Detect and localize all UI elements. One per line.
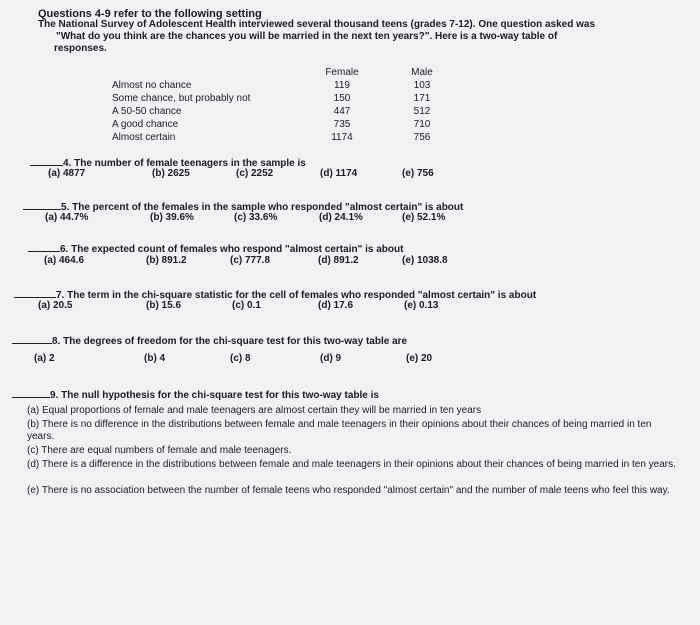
question-text: 8. The degrees of freedom for the chi-square test for this two-way table are xyxy=(52,336,408,347)
header-male: Male xyxy=(411,67,433,78)
option-c: (c) There are equal numbers of female and male teenagers. xyxy=(27,445,292,456)
intro-line-1: The National Survey of Adolescent Health interviewed several thousand teens (grades 7-12). One question asked was xyxy=(38,19,596,30)
option-a: (a) 44.7% xyxy=(45,212,89,223)
option-a: (a) Equal proportions of female and male teenagers are almost certain they will be married in ten years xyxy=(27,405,482,416)
option-d: (d) There is a difference in the distributions between female and male teenagers in their opinions about their chances of being married in ten years. xyxy=(27,459,676,470)
option-b: (b) 15.6 xyxy=(146,300,182,311)
option-a: (a) 464.6 xyxy=(44,255,85,266)
row-label: A good chance xyxy=(112,119,179,130)
option-e: (e) 20 xyxy=(406,353,433,364)
intro-paragraph xyxy=(38,19,638,55)
option-e: (e) 52.1% xyxy=(402,212,446,223)
table-row xyxy=(112,131,447,144)
row-label: Almost no chance xyxy=(112,80,192,91)
option-d: (d) 9 xyxy=(320,353,342,364)
table-row xyxy=(112,79,447,92)
option-d: (d) 24.1% xyxy=(319,212,363,223)
option-d: (d) 1174 xyxy=(320,168,358,179)
female-count: 1174 xyxy=(331,132,353,143)
table-row xyxy=(112,105,447,118)
female-count: 119 xyxy=(334,80,350,91)
option-b: (b) 39.6% xyxy=(150,212,194,223)
row-label: Some chance, but probably not xyxy=(112,93,251,104)
option-e: (e) 0.13 xyxy=(404,300,439,311)
question-6 xyxy=(28,242,403,255)
question-7 xyxy=(14,288,536,301)
option-b: (b) 2625 xyxy=(152,168,190,179)
option-a: (a) 20.5 xyxy=(38,300,73,311)
option-a: (a) 4877 xyxy=(48,168,86,179)
option-b: (b) 4 xyxy=(144,353,166,364)
two-way-table xyxy=(112,66,447,144)
female-count: 735 xyxy=(333,119,351,130)
option-d: (d) 891.2 xyxy=(318,255,359,266)
question-9-stem xyxy=(12,388,379,401)
answer-blank[interactable] xyxy=(30,156,63,166)
option-b: (b) 891.2 xyxy=(146,255,187,266)
option-d: (d) 17.6 xyxy=(318,300,354,311)
option-e: (e) There is no association between the number of female teens who responded "almost certain" and the number of male teens who feel this way. xyxy=(27,485,670,496)
answer-blank[interactable] xyxy=(23,200,61,210)
option-e: (e) 1038.8 xyxy=(402,255,448,266)
row-label: Almost certain xyxy=(112,132,176,143)
table-row xyxy=(112,92,447,105)
question-text: 7. The term in the chi-square statistic for the cell of females who responded "almost certain" is about xyxy=(56,290,537,301)
option-b: (b) There is no difference in the distributions between female and male teenagers in their opinions about their chances of being married in ten years. xyxy=(27,419,652,442)
question-text: 9. The null hypothesis for the chi-square test for this two-way table is xyxy=(50,390,379,401)
answer-blank[interactable] xyxy=(14,288,56,298)
male-count: 171 xyxy=(413,93,431,104)
female-count: 150 xyxy=(333,93,351,104)
option-c: (c) 0.1 xyxy=(232,300,261,311)
answer-blank[interactable] xyxy=(28,242,60,252)
option-a: (a) 2 xyxy=(34,353,55,364)
option-c: (c) 33.6% xyxy=(234,212,278,223)
row-label: A 50-50 chance xyxy=(112,106,182,117)
section-heading: Questions 4-9 refer to the following setting xyxy=(38,8,262,20)
male-count: 756 xyxy=(413,132,431,143)
header-female: Female xyxy=(325,67,359,78)
table-header-row xyxy=(112,66,447,79)
male-count: 710 xyxy=(413,119,431,130)
option-c: (c) 777.8 xyxy=(230,255,271,266)
option-c: (c) 8 xyxy=(230,353,251,364)
intro-line-2: "What do you think are the chances you will be married in the next ten years?". Here is a two-way table of xyxy=(56,31,558,42)
question-text: 5. The percent of the females in the sample who responded "almost certain" is about xyxy=(61,202,464,213)
answer-blank[interactable] xyxy=(12,334,52,344)
option-c: (c) 2252 xyxy=(236,168,274,179)
male-count: 512 xyxy=(413,106,431,117)
intro-line-3: responses. xyxy=(54,43,107,54)
female-count: 447 xyxy=(333,106,351,117)
question-text: 6. The expected count of females who respond "almost certain" is about xyxy=(60,244,404,255)
question-text: 4. The number of female teenagers in the sample is xyxy=(63,158,306,169)
question-8 xyxy=(12,334,407,347)
table-row xyxy=(112,118,447,131)
answer-blank[interactable] xyxy=(12,388,50,398)
male-count: 103 xyxy=(413,80,431,91)
option-e: (e) 756 xyxy=(402,168,434,179)
